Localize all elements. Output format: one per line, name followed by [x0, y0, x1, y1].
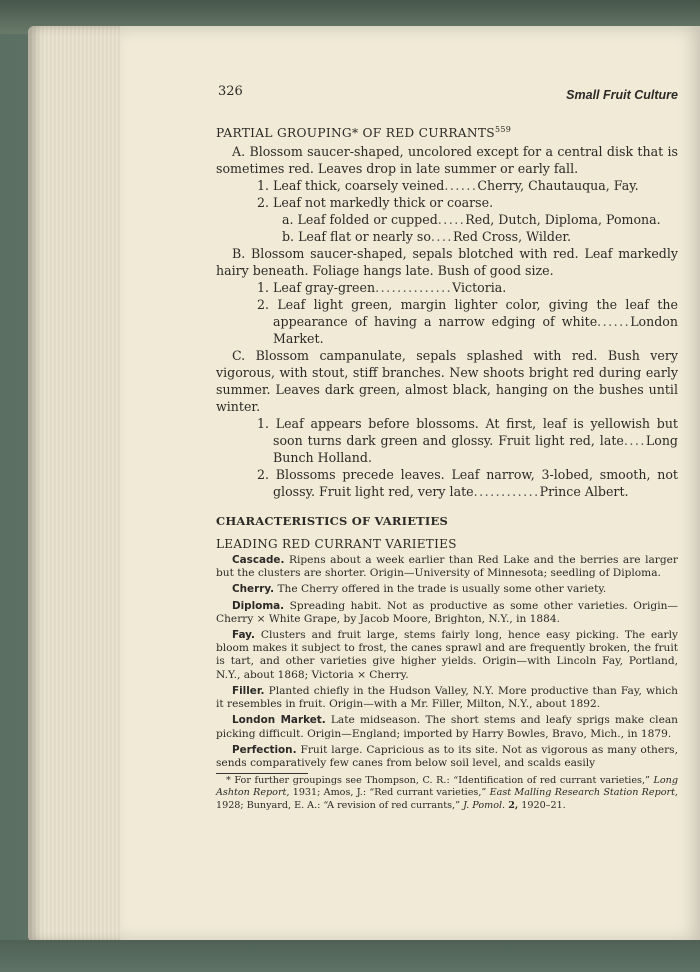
variety-list: [216, 554, 678, 770]
footnote: * For further groupings see Thompson, C. R.: “Identification of red currant varieties,” Long Ashton Report, 1931; Amos, J.: “Red currant varieties,” East Malling Research Station Report, 1928; Bunyard, E. A.: “A revision of red currants,” J. Pomol. 2, 1920–21.: [216, 775, 678, 811]
variety-cascade: Cascade. Ripens about a week earlier than Red Lake and the berries are larger but the clusters are shorter. Origin—University of Minnesota; seedling of Diploma.: [216, 554, 678, 580]
grouping-title: PARTIAL GROUPING* OF RED CURRANTS$^{559}$: [216, 125, 512, 141]
group-b1: 1. Leaf gray-green..............Victoria.: [257, 280, 507, 296]
footnote-rule: [216, 773, 308, 774]
page-header: [216, 78, 678, 104]
group-a2b: b. Leaf flat or nearly so....Red Cross, Wilder.: [282, 229, 572, 245]
grouping-title-ref: 559: [494, 125, 512, 134]
group-b2: 2. Leaf light green, margin lighter color, giving the leaf the appearance of having a narrow edging of white......London Market.: [257, 297, 678, 347]
group-c-text: C. Blossom campanulate, sepals splashed with red. Bush very vigorous, with stout, stiff branches. New shoots bright red during early summer. Leaves dark green, almost black, hanging on the bushes until winter.: [216, 348, 678, 415]
variety-cherry: Cherry. The Cherry offered in the trade is usually some other variety.: [232, 583, 607, 596]
variety-perfection: Perfection. Fruit large. Capricious as to its site. Not as vigorous as many others, sends comparatively few canes from below soil level, and scalds easily: [216, 743, 678, 769]
group-a2a: a. Leaf folded or cupped.....Red, Dutch, Diploma, Pomona.: [282, 212, 661, 228]
group-c1: 1. Leaf appears before blossoms. At first, leaf is yellowish but soon turns dark green and glossy. Fruit light red, late....Long Bunch Holland.: [257, 416, 678, 466]
page-number: 326: [218, 84, 243, 99]
page-content: [216, 78, 678, 812]
group-a1: 1. Leaf thick, coarsely veined......Cherry, Chautauqua, Fay.: [257, 178, 639, 194]
variety-london-market: London Market. Late midseason. The short stems and leafy sprigs make clean picking difficult. Origin—England; imported by Harry Bowles, Bravo, Mich., in 1879.: [216, 714, 678, 740]
leading-varieties-subtitle: LEADING RED CURRANT VARIETIES: [216, 537, 457, 552]
variety-diploma: Diploma. Spreading habit. Not as productive as some other varieties. Origin—Cherry × White Grape, by Jacob Moore, Brighton, N.Y., in 1884.: [216, 599, 678, 625]
characteristics-title: CHARACTERISTICS OF VARIETIES: [216, 514, 448, 529]
variety-fay: Fay. Clusters and fruit large, stems fairly long, hence easy picking. The early bloom makes it subject to frost, the canes sprawl and are frequently broken, the fruit is tart, and other varieties give higher yields. Origin—with Lincoln Fay, Portland, N.Y., about 1868; Victoria × Cherry.: [216, 629, 678, 681]
page-stack-edges: [28, 26, 133, 942]
group-c2: 2. Blossoms precede leaves. Leaf narrow, 3-lobed, smooth, not glossy. Fruit light red, very late............Prince Albert.: [257, 467, 678, 500]
group-a2: 2. Leaf not markedly thick or coarse.: [257, 195, 494, 211]
running-head: Small Fruit Culture: [566, 88, 678, 102]
variety-filler: Filler. Planted chiefly in the Hudson Valley, N.Y. More productive than Fay, which it resembles in fruit. Origin—with a Mr. Filler, Milton, N.Y., about 1892.: [216, 684, 678, 711]
book-cover-bottom: [0, 940, 700, 972]
group-b-text: B. Blossom saucer-shaped, sepals blotched with red. Leaf markedly hairy beneath. Foliage hangs late. Bush of good size.: [216, 246, 678, 279]
group-a-text: A. Blossom saucer-shaped, uncolored except for a central disk that is sometimes red. Leaves drop in late summer or early fall.: [216, 144, 678, 177]
